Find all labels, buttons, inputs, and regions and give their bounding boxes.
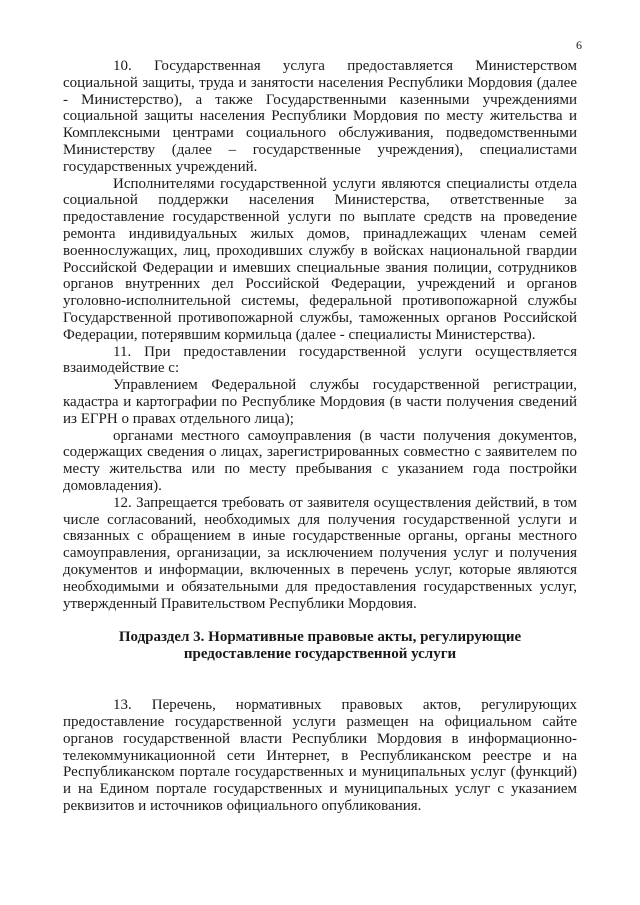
paragraph-11: 11. При предоставлении государственной услуги осуществляется взаимодействие с:: [63, 343, 577, 377]
document-body: [63, 58, 577, 815]
paragraph-11-item-rosreestr: Управлением Федеральной службы государственной регистрации, кадастра и картографии по Республике Мордовия (в части получения сведений из ЕГРН о правах отдельного лица);: [63, 377, 577, 427]
paragraph-13: 13. Перечень, нормативных правовых актов, регулирующих предоставление государственной услуги размещен на официальном сайте органов государственной власти Республики Мордовия в информационно-телекоммуникационной сети Интернет, в Республиканском реестре и на Республиканском портале государственных и муниципальных услуг (функций) и на Едином портале государственных и муниципальных услуг с указанием реквизитов и источников официального опубликования.: [63, 697, 577, 815]
section-heading-line-2: предоставление государственной услуги: [183, 646, 457, 663]
section-heading-line-1: Подраздел 3. Нормативные правовые акты, регулирующие: [118, 629, 522, 646]
page-number: 6: [576, 38, 582, 52]
paragraph-10: 10. Государственная услуга предоставляется Министерством социальной защиты, труда и занятости населения Республики Мордовия (далее - Министерство), а также Государственными казенными учреждениями социальной защиты населения Республики Мордовия по месту жительства и Комплексными центрами социального обслуживания, подведомственными Министерству (далее – государственные учреждения), специалистами государственных учреждений.: [63, 58, 577, 175]
section-heading: [63, 629, 577, 663]
paragraph-11-item-local-government: органами местного самоуправления (в части получения документов, содержащих сведения о лицах, зарегистрированных совместно с заявителем по месту жительства или по месту пребывания с указанием года постройки домовладения).: [63, 427, 577, 494]
paragraph-10-executors: Исполнителями государственной услуги являются специалисты отдела социальной поддержки населения Министерства, ответственные за предоставление государственной услуги по выплате средств на проведение ремонта индивидуальных жилых домов, принадлежащих членам семей военнослужащих, лиц, проходивших службу в войсках национальной гвардии Российской Федерации и имевших специальные звания полиции, сотрудников органов внутренних дел Российской Федерации, учреждений и органов уголовно-исполнительной системы, федеральной противопожарной службы Государственной противопожарной службы, таможенных органов Российской Федерации, потерявшим кормильца (далее - специалисты Министерства).: [63, 175, 577, 343]
paragraph-12: 12. Запрещается требовать от заявителя осуществления действий, в том числе согласований, необходимых для получения государственной услуги и связанных с обращением в иные государственные органы, органы местного самоуправления, организации, за исключением получения услуг и получения документов и информации, включенных в перечень услуг, которые являются необходимыми и обязательными для предоставления государственных услуг, утвержденный Правительством Республики Мордовия.: [63, 494, 577, 612]
